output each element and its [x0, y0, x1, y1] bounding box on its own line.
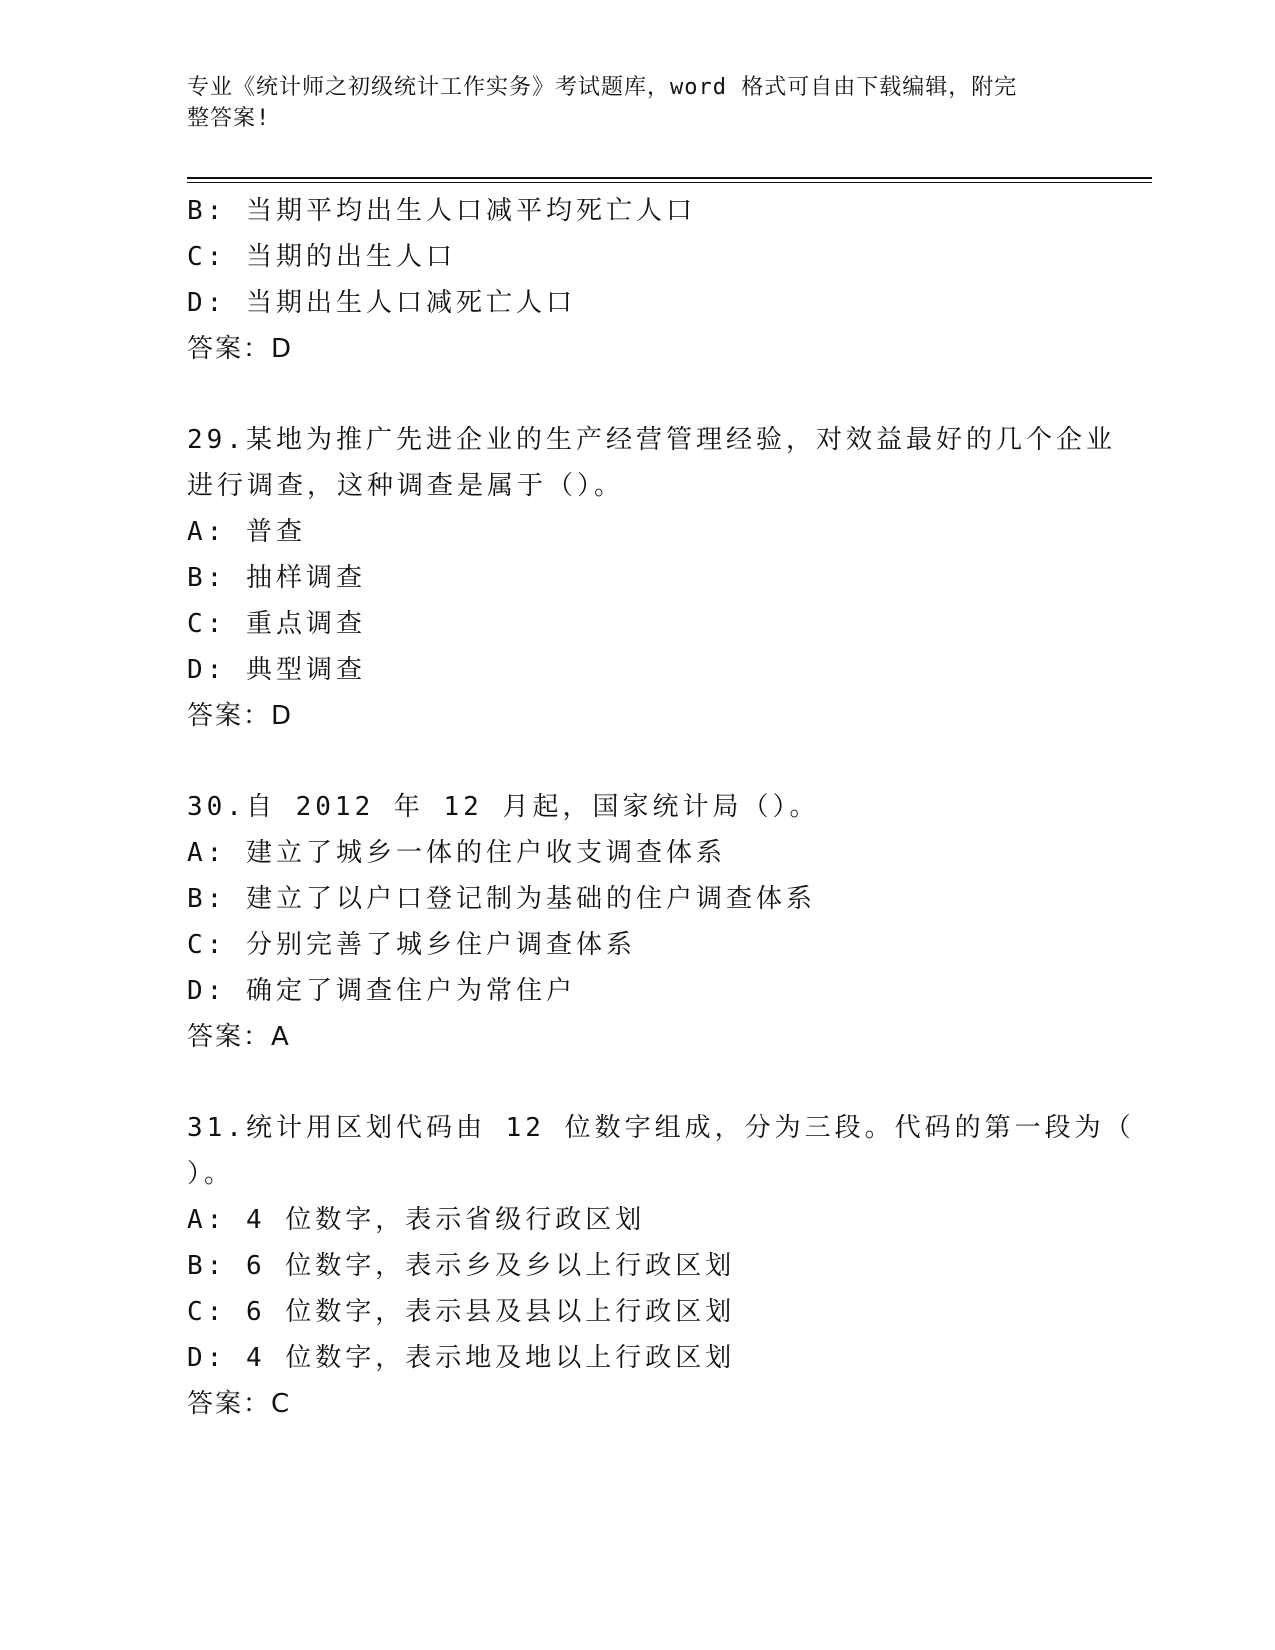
- question-stem-line: ）。: [187, 1159, 235, 1189]
- header-line-2: 整答案!: [187, 106, 271, 131]
- question-list: [187, 188, 1135, 1427]
- header-line-1: 专业《统计师之初级统计工作实务》考试题库，word 格式可自由下载编辑，附完: [187, 75, 1018, 100]
- answer-line: 答案：C: [187, 1389, 292, 1419]
- option-c: C: 分别完善了城乡住户调查体系: [187, 930, 636, 960]
- answer-line: 答案：D: [187, 701, 294, 731]
- question-block-28: [187, 188, 1087, 372]
- option-a: A: 4 位数字，表示省级行政区划: [187, 1205, 646, 1235]
- option-b: B: 当期平均出生人口减平均死亡人口: [187, 196, 696, 226]
- header-divider-thin: [187, 182, 1152, 183]
- option-d: D: 当期出生人口减死亡人口: [187, 288, 576, 318]
- question-block-29: [187, 417, 1116, 739]
- block-spacer: [187, 1060, 1087, 1105]
- question-stem-line: 29.某地为推广先进企业的生产经营管理经验，对效益最好的几个企业: [187, 425, 1116, 455]
- option-a: A: 普查: [187, 517, 306, 547]
- option-d: D: 典型调查: [187, 655, 366, 685]
- option-b: B: 建立了以户口登记制为基础的住户调查体系: [187, 884, 816, 914]
- question-stem-line: 30.自 2012 年 12 月起，国家统计局（）。: [187, 792, 820, 822]
- option-b: B: 6 位数字，表示乡及乡以上行政区划: [187, 1251, 736, 1281]
- option-c: C: 6 位数字，表示县及县以上行政区划: [187, 1297, 736, 1327]
- header-divider-thick: [187, 177, 1152, 179]
- question-stem-line: 31.统计用区划代码由 12 位数字组成，分为三段。代码的第一段为（: [187, 1113, 1135, 1143]
- block-spacer: [187, 739, 1087, 784]
- option-b: B: 抽样调查: [187, 563, 366, 593]
- question-block-31: [187, 1105, 1135, 1427]
- block-spacer: [187, 372, 1087, 417]
- option-d: D: 4 位数字，表示地及地以上行政区划: [187, 1343, 736, 1373]
- answer-line: 答案：D: [187, 334, 294, 364]
- answer-line: 答案：A: [187, 1022, 291, 1052]
- option-c: C: 重点调查: [187, 609, 366, 639]
- question-block-30: [187, 784, 1087, 1060]
- option-d: D: 确定了调查住户为常住户: [187, 976, 576, 1006]
- question-stem-line: 进行调查，这种调查是属于（）。: [187, 471, 625, 501]
- option-a: A: 建立了城乡一体的住户收支调查体系: [187, 838, 726, 868]
- option-c: C: 当期的出生人口: [187, 242, 456, 272]
- document-header: [187, 72, 1067, 134]
